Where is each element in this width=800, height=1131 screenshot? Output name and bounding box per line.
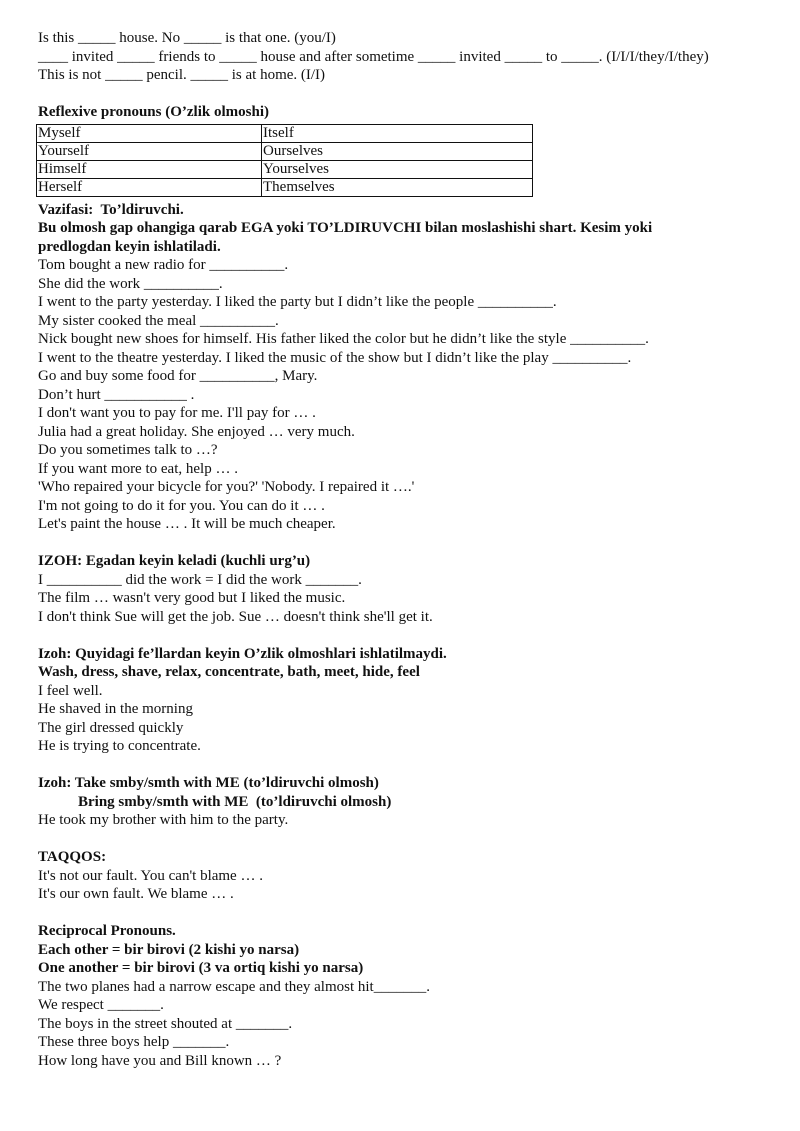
exercise-line: I went to the theatre yesterday. I liked the music of the show but I didn’t like the play __________. <box>38 349 632 366</box>
reciprocal-section <box>38 922 768 1070</box>
reciprocal-heading: Reciprocal Pronouns. <box>38 923 176 939</box>
exercise-line: This is not _____ pencil. _____ is at home. (I/I) <box>38 67 326 83</box>
exercise-line: Let's paint the house … . It will be much cheaper. <box>38 516 336 532</box>
example-line: The film … wasn't very good but I liked the music. <box>38 590 346 606</box>
intro-exercises <box>38 29 768 85</box>
example-line: He is trying to concentrate. <box>38 738 201 754</box>
exercise-line: How long have you and Bill known … ? <box>38 1052 282 1069</box>
exercise-line: I went to the party yesterday. I liked the party but I didn’t like the people __________. <box>38 294 557 310</box>
exercise-line: Nick bought new shoes for himself. His father liked the color but he didn’t like the style __________. <box>38 331 649 347</box>
exercise-line: I don't want you to pay for me. I'll pay for … . <box>38 405 316 421</box>
reflexive-table <box>36 124 533 197</box>
izoh-heading: Izoh: Take smby/smth with ME (to’ldiruvchi olmosh) <box>38 775 379 791</box>
table-cell: Myself <box>37 124 262 142</box>
rule-line: Bu olmosh gap ohangiga qarab EGA yoki TO’LDIRUVCHI bilan moslashishi shart. Kesim yoki <box>38 220 653 236</box>
exercise-line: The boys in the street shouted at _______. <box>38 1015 293 1032</box>
example-line: He took my brother with him to the party. <box>38 812 289 828</box>
reflexive-heading: Reflexive pronouns (O’zlik olmoshi) <box>38 104 269 120</box>
table-cell: Himself <box>37 160 262 178</box>
rule-line: One another = bir birovi (3 va ortiq kishi yo narsa) <box>38 960 364 976</box>
table-cell: Herself <box>37 178 262 196</box>
verb-list: Wash, dress, shave, relax, concentrate, bath, meet, hide, feel <box>38 664 420 680</box>
izoh-subheading: Bring smby/smth with ME (to’ldiruvchi olmosh) <box>78 793 392 810</box>
table-cell: Themselves <box>262 178 533 196</box>
exercise-line: I'm not going to do it for you. You can do it … . <box>38 497 325 514</box>
example-line: I __________ did the work = I did the work _______. <box>38 571 362 588</box>
table-cell: Yourselves <box>262 160 533 178</box>
izoh-verbs-section <box>38 645 768 756</box>
rule-line: Each other = bir birovi (2 kishi yo narsa) <box>38 941 300 958</box>
exercise-line: These three boys help _______. <box>38 1034 230 1050</box>
example-line: He shaved in the morning <box>38 701 193 717</box>
exercise-line: The two planes had a narrow escape and they almost hit_______. <box>38 978 430 995</box>
izoh-take-bring-section <box>38 774 768 830</box>
rule-line: predlogdan keyin ishlatiladi. <box>38 238 221 255</box>
exercise-line: Go and buy some food for __________, Mary. <box>38 368 318 384</box>
taqqos-heading: TAQQOS: <box>38 849 107 865</box>
table-row <box>37 160 533 178</box>
table-cell: Itself <box>262 124 533 142</box>
table-cell: Ourselves <box>262 142 533 160</box>
example-line: I feel well. <box>38 682 103 699</box>
example-line: The girl dressed quickly <box>38 719 184 736</box>
example-line: I don't think Sue will get the job. Sue … doesn't think she'll get it. <box>38 608 433 625</box>
table-row <box>37 178 533 196</box>
exercise-line: 'Who repaired your bicycle for you?' 'Nobody. I repaired it ….' <box>38 479 415 495</box>
taqqos-section <box>38 848 768 904</box>
exercise-line: ____ invited _____ friends to _____ house and after sometime _____ invited _____ to _____. (I/I/I/they/I/they) <box>38 48 709 65</box>
document-page <box>38 29 768 1070</box>
exercise-line: Do you sometimes talk to …? <box>38 442 218 458</box>
vazifa-heading: Vazifasi: To’ldiruvchi. <box>38 201 184 218</box>
izoh-heading: IZOH: Egadan keyin keladi (kuchli urg’u) <box>38 553 311 569</box>
exercise-line: We respect _______. <box>38 997 164 1013</box>
table-row <box>37 142 533 160</box>
exercise-line: Is this _____ house. No _____ is that one. (you/I) <box>38 30 336 46</box>
exercise-line: If you want more to eat, help … . <box>38 460 238 477</box>
exercise-line: My sister cooked the meal __________. <box>38 312 279 329</box>
table-cell: Yourself <box>37 142 262 160</box>
exercise-line: Tom bought a new radio for __________. <box>38 257 289 273</box>
izoh-heading: Izoh: Quyidagi fe’llardan keyin O’zlik olmoshlari ishlatilmaydi. <box>38 645 447 662</box>
exercise-line: Julia had a great holiday. She enjoyed … very much. <box>38 423 355 440</box>
example-line: It's not our fault. You can't blame … . <box>38 867 263 884</box>
vazifa-section <box>38 201 768 534</box>
table-row <box>37 124 533 142</box>
exercise-line: Don’t hurt ___________ . <box>38 386 195 403</box>
exercise-line: She did the work __________. <box>38 275 223 292</box>
example-line: It's our own fault. We blame … . <box>38 886 234 902</box>
izoh-emphasis-section <box>38 552 768 626</box>
